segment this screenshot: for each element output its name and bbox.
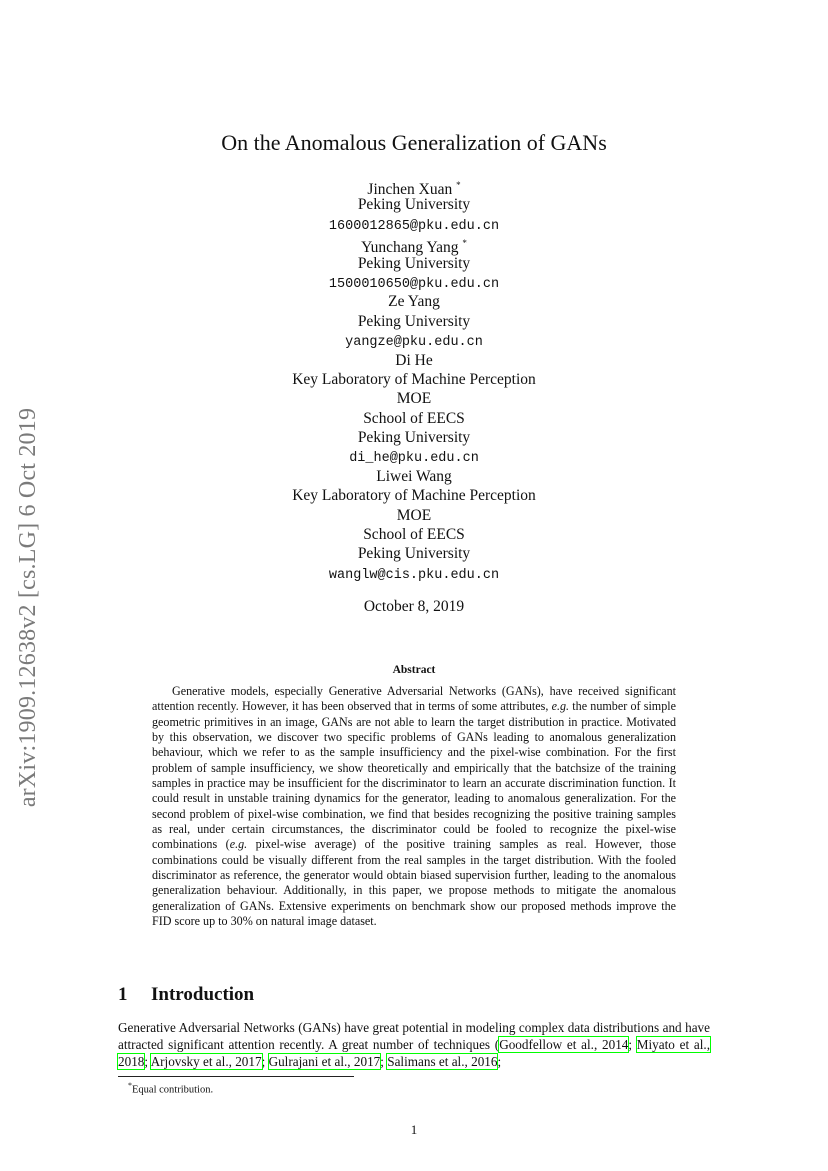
section-title: Introduction xyxy=(151,984,255,1005)
page-number: 1 xyxy=(410,1122,418,1137)
section-heading xyxy=(118,984,254,1006)
footnote: *Equal contribution. xyxy=(128,1081,214,1096)
author-email: 1500010650@pku.edu.cn xyxy=(328,276,500,292)
footnote-rule xyxy=(118,1076,354,1077)
intro-paragraph: Generative Adversarial Networks (GANs) have great potential in modeling complex data distributions and have attracted significant attention recently. A great number of techniques (Goodfellow et al., 2014; Miyato et al., 2018; Arjovsky et al., 2017; Gulrajani et al., 2017; Salimans et al., 2016; xyxy=(118,1020,710,1070)
author-line: Peking University xyxy=(357,545,471,563)
citation-link[interactable]: Gulrajani et al., 2017 xyxy=(268,1054,381,1070)
author-line: Yunchang Yang * xyxy=(361,238,467,257)
author-line: Peking University xyxy=(357,312,471,330)
author-line: Peking University xyxy=(357,254,471,272)
author-email: 1600012865@pku.edu.cn xyxy=(328,218,500,234)
author-block xyxy=(0,176,828,583)
author-line: MOE xyxy=(396,506,432,524)
author-line: Peking University xyxy=(357,429,471,447)
paper-title: On the Anomalous Generalization of GANs xyxy=(221,130,607,155)
citation-link[interactable]: Goodfellow et al., 2014 xyxy=(499,1037,629,1053)
paper-date: October 8, 2019 xyxy=(363,598,465,615)
section-number: 1 xyxy=(118,984,128,1005)
arxiv-identifier: arXiv:1909.12638v2 [cs.LG] 6 Oct 2019 xyxy=(15,407,42,807)
author-line: School of EECS xyxy=(363,409,465,427)
author-line: School of EECS xyxy=(363,526,465,544)
author-line: Key Laboratory of Machine Perception xyxy=(292,487,536,505)
author-line: Liwei Wang xyxy=(376,467,452,485)
author-line: Key Laboratory of Machine Perception xyxy=(292,370,536,388)
citation-link[interactable]: Arjovsky et al., 2017 xyxy=(150,1054,262,1070)
author-line: MOE xyxy=(396,390,432,408)
abstract-text: Generative models, especially Generative Adversarial Networks (GANs), have received significant attention recently. However, it has been observed that in terms of some attributes, e.g. the number of simple geometric primitives in an image, GANs are not able to learn the target distribution in practice. Motivated by this observation, we discover two specific problems of GANs leading to anomalous generalization behaviour, which we refer to as the sample insufficiency and the pixel-wise combination. For the first problem of sample insufficiency, we show theoretically and empirically that the batchsize of the training samples in practice may be insufficient for the discriminator to learn an accurate discrimination function. It could result in unstable training dynamics for the generator, leading to anomalous generalization. For the second problem of pixel-wise combination, we find that besides recognizing the positive training samples as real, under certain circumstances, the discriminator could be fooled to recognize the pixel-wise combinations (e.g. pixel-wise average) of the positive training samples as real. However, those combinations could be visually different from the real samples in the target distribution. With the fooled discriminator as reference, the generator would obtain biased supervision further, leading to the anomalous generalization behaviour. Additionally, in this paper, we propose methods to mitigate the anomalous generalization of GANs. Extensive experiments on benchmark show our proposed methods improve the FID score up to 30% on natural image dataset. xyxy=(152,684,677,929)
author-line: Jinchen Xuan * xyxy=(367,180,461,199)
citation-link[interactable]: Miyato et al., 2018 xyxy=(118,1037,710,1070)
author-line: Peking University xyxy=(357,196,471,214)
citation-link[interactable]: Salimans et al., 2016 xyxy=(387,1054,498,1070)
author-line: Ze Yang xyxy=(388,293,440,311)
author-email: di_he@pku.edu.cn xyxy=(349,451,479,467)
author-email: yangze@pku.edu.cn xyxy=(345,335,483,351)
author-email: wanglw@cis.pku.edu.cn xyxy=(328,567,500,583)
abstract-heading: Abstract xyxy=(392,664,436,676)
author-line: Di He xyxy=(395,351,433,369)
